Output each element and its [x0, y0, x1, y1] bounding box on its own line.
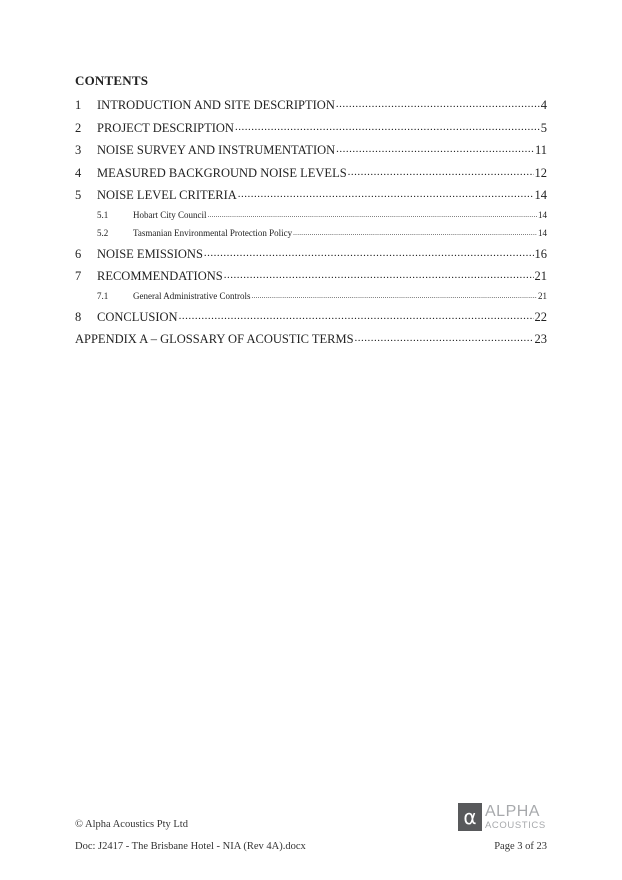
- toc-entry-page: 21: [538, 291, 547, 301]
- toc-entry-title: APPENDIX A – GLOSSARY OF ACOUSTIC TERMS: [75, 331, 354, 346]
- toc-entry-title: INTRODUCTION AND SITE DESCRIPTION: [97, 97, 335, 112]
- toc-entry-5-1[interactable]: [75, 209, 547, 220]
- dot-leader: [348, 164, 534, 177]
- toc-entry-number: 6: [75, 246, 82, 261]
- logo-wordmark: [485, 804, 546, 831]
- toc-entry-appendix-a[interactable]: [75, 330, 547, 347]
- alpha-icon: α: [458, 803, 482, 831]
- footer-copyright: © Alpha Acoustics Pty Ltd: [75, 819, 188, 830]
- toc-entry-number: 3: [75, 142, 82, 157]
- toc-entry-8[interactable]: [75, 308, 547, 325]
- toc-entry-page: 4: [540, 97, 547, 112]
- dot-leader: [355, 330, 534, 343]
- footer-page-number: Page 3 of 23: [494, 841, 547, 852]
- toc-entry-title: General Administrative Controls: [133, 291, 251, 301]
- toc-entry-number: 5.2: [97, 228, 109, 238]
- toc-entry-page: 12: [534, 165, 547, 180]
- toc-entry-page: 22: [534, 309, 547, 324]
- toc-entry-page: 21: [534, 268, 547, 283]
- toc-entry-title: NOISE SURVEY AND INSTRUMENTATION: [97, 142, 336, 157]
- toc-entry-number: 7: [75, 268, 82, 283]
- toc-entry-7[interactable]: [75, 267, 547, 284]
- toc-entry-page: 5: [540, 120, 547, 135]
- dot-leader: [224, 267, 534, 280]
- toc-entry-number: 7.1: [97, 291, 109, 301]
- logo-line-2: ACOUSTICS: [485, 819, 546, 831]
- toc-entry-number: 5: [75, 187, 82, 202]
- dot-leader: [336, 141, 534, 154]
- dot-leader: [235, 119, 540, 132]
- logo-line-1: ALPHA: [485, 802, 540, 820]
- toc-entry-title: RECOMMENDATIONS: [97, 268, 223, 283]
- toc-entry-page: 14: [534, 187, 547, 202]
- dot-leader: [336, 96, 540, 109]
- toc-entry-3[interactable]: [75, 141, 547, 158]
- toc-entry-page: 14: [538, 210, 547, 220]
- toc-entry-number: 8: [75, 309, 82, 324]
- dot-leader: [208, 209, 538, 218]
- toc-entry-1[interactable]: [75, 96, 547, 113]
- toc-entry-title: Hobart City Council: [133, 210, 207, 220]
- toc-entry-title: NOISE LEVEL CRITERIA: [97, 187, 237, 202]
- toc-entry-page: 23: [534, 331, 547, 346]
- toc-entry-title: NOISE EMISSIONS: [97, 246, 203, 261]
- toc-entry-number: 4: [75, 165, 82, 180]
- toc-entry-page: 11: [534, 142, 547, 157]
- toc-entry-page: 16: [534, 246, 547, 261]
- toc-entry-2[interactable]: [75, 119, 547, 136]
- toc-entry-number: 5.1: [97, 210, 109, 220]
- toc-entry-7-1[interactable]: [75, 290, 547, 301]
- toc-entry-4[interactable]: [75, 164, 547, 181]
- toc-entry-title: MEASURED BACKGROUND NOISE LEVELS: [97, 165, 347, 180]
- dot-leader: [204, 245, 534, 258]
- toc-entry-number: 2: [75, 120, 82, 135]
- toc-entry-5[interactable]: [75, 186, 547, 203]
- contents-heading: CONTENTS: [75, 73, 149, 88]
- dot-leader: [179, 308, 534, 321]
- footer-doc-name: Doc: J2417 - The Brisbane Hotel - NIA (Rev 4A).docx: [75, 841, 306, 852]
- dot-leader: [238, 186, 534, 199]
- toc-entry-page: 14: [538, 228, 547, 238]
- toc-entry-5-2[interactable]: [75, 227, 547, 238]
- alpha-acoustics-logo: [458, 803, 546, 831]
- toc-entry-title: PROJECT DESCRIPTION: [97, 120, 234, 135]
- toc-entry-title: Tasmanian Environmental Protection Policy: [133, 228, 293, 238]
- dot-leader: [293, 227, 537, 236]
- toc-entry-title: CONCLUSION: [97, 309, 178, 324]
- toc-entry-6[interactable]: [75, 245, 547, 262]
- dot-leader: [251, 290, 537, 299]
- toc-entry-number: 1: [75, 97, 82, 112]
